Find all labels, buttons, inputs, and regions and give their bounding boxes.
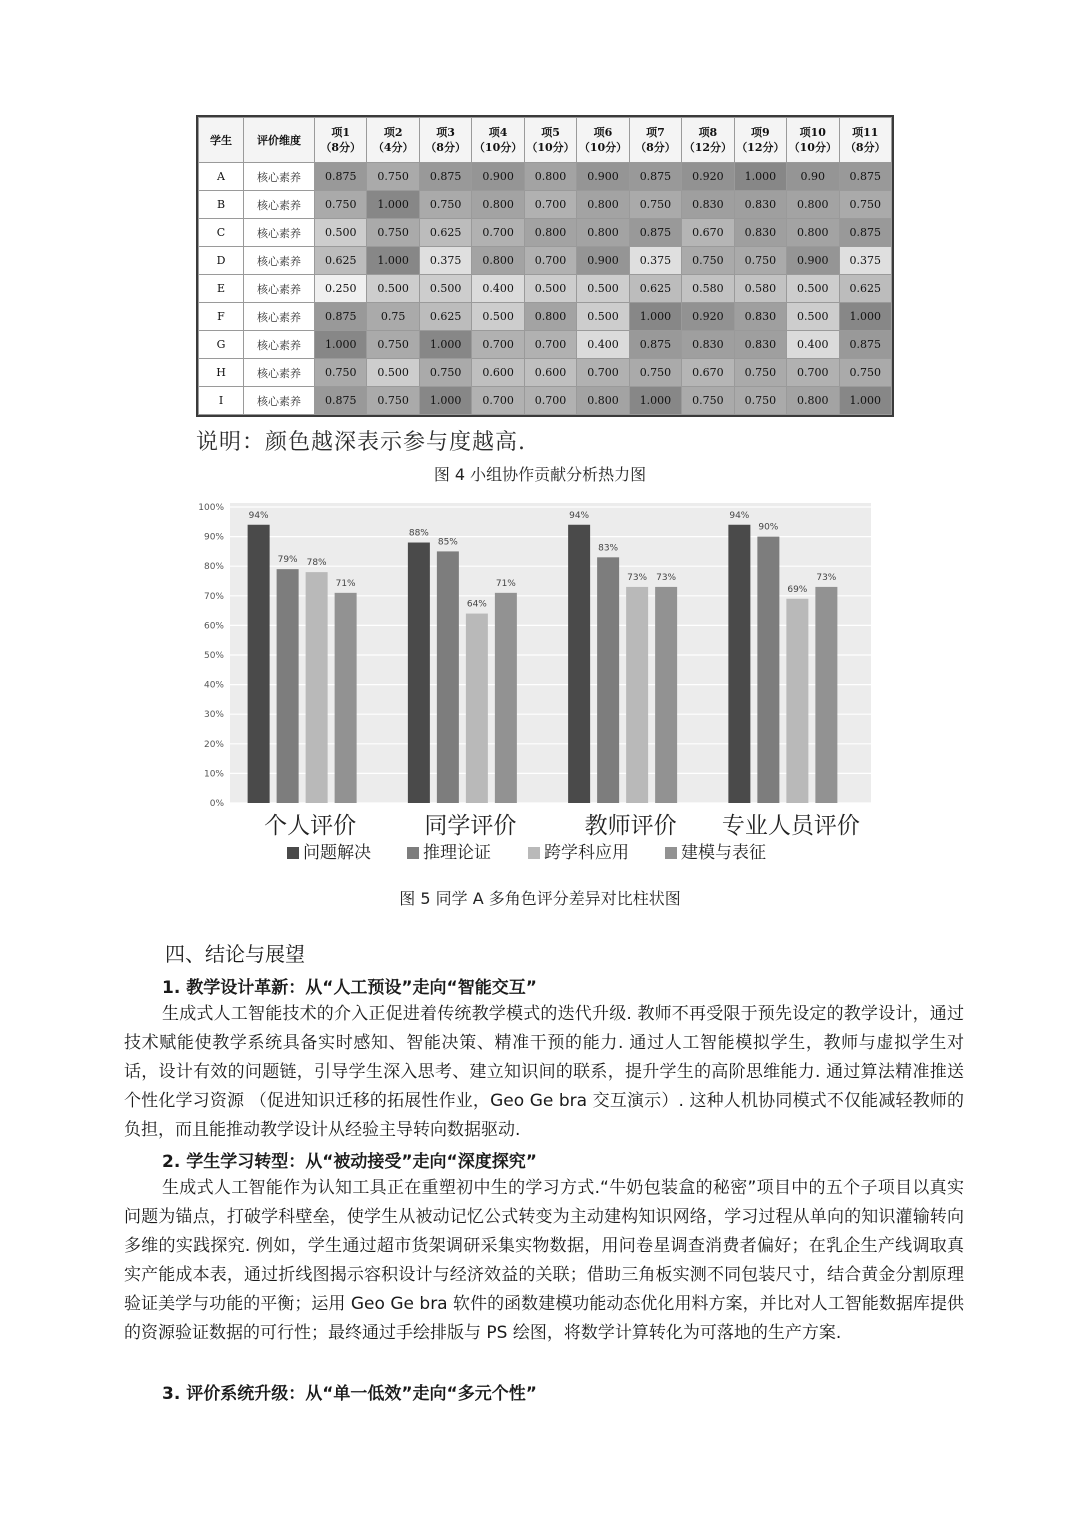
heatmap-header-cell: 项11 （8分） — [839, 118, 891, 163]
heatmap-cell: 0.875 — [419, 163, 471, 191]
bar — [757, 537, 779, 803]
heatmap-cell: 1.000 — [629, 387, 681, 415]
heatmap-cell: 0.750 — [734, 387, 786, 415]
student-label: D — [199, 247, 244, 275]
heatmap-table — [198, 117, 892, 415]
heatmap-cell: 0.500 — [315, 219, 367, 247]
data-label: 73% — [627, 572, 648, 583]
heatmap-cell: 0.800 — [577, 191, 629, 219]
paragraph-1-text: 生成式人工智能技术的介入正促进着传统教学模式的迭代升级. 教师不再受限于预先设定的教学设计，通过技术赋能使教学系统具备实时感知、智能决策、精准干预的能力. 通过人工智能模拟学生，教师与虚拟学生对话，设计有效的问题链，引导学生深入思考、建立知识间的联系，提升学生的高阶思维能力. 通过算法精准推送个性化学习资源 （促进知识迁移的拓展性作业，Geo Ge bra 交互演示）. 这种人机协同模式不仅能减轻教师的负担，而且能推动教学设计从经验主导转向数据驱动. — [124, 1004, 964, 1140]
bar — [597, 557, 619, 803]
heatmap-cell: 0.500 — [577, 303, 629, 331]
heatmap-cell: 0.700 — [787, 359, 839, 387]
heatmap-cell: 0.750 — [682, 387, 734, 415]
heatmap-cell: 0.750 — [367, 331, 419, 359]
heatmap-row — [199, 303, 892, 331]
y-tick-label: 0% — [209, 799, 224, 809]
y-tick-label: 80% — [203, 562, 224, 573]
heatmap-cell: 0.500 — [787, 275, 839, 303]
heatmap-cell: 0.580 — [734, 275, 786, 303]
heatmap-cell: 0.625 — [629, 275, 681, 303]
heatmap-cell: 0.875 — [629, 219, 681, 247]
heatmap-header-cell: 项1 （8分） — [315, 118, 367, 163]
heatmap-note: 说明：颜色越深表示参与度越高. — [196, 430, 526, 455]
data-label: 64% — [466, 599, 487, 610]
heatmap-cell: 0.875 — [315, 303, 367, 331]
heatmap-row — [199, 163, 892, 191]
heatmap-cell: 0.700 — [524, 191, 576, 219]
heatmap-cell: 0.830 — [682, 191, 734, 219]
heatmap-cell: 1.000 — [839, 303, 891, 331]
heatmap-cell: 0.625 — [419, 303, 471, 331]
heatmap-cell: 0.700 — [472, 219, 524, 247]
heatmap-cell: 0.750 — [839, 191, 891, 219]
heatmap-header-cell: 项2 （4分） — [367, 118, 419, 163]
heatmap-cell: 0.750 — [682, 247, 734, 275]
legend-label: 跨学科应用 — [544, 843, 629, 863]
heatmap-cell: 0.400 — [472, 275, 524, 303]
category-label: 个人评价 — [264, 813, 357, 839]
student-label: I — [199, 387, 244, 415]
student-label: E — [199, 275, 244, 303]
heatmap-cell: 0.75 — [367, 303, 419, 331]
data-label: 73% — [816, 572, 837, 583]
heatmap-cell: 0.600 — [524, 359, 576, 387]
figure-5-caption: 图 5 同学 A 多角色评分差异对比柱状图 — [399, 889, 681, 908]
heatmap-row — [199, 275, 892, 303]
heatmap-cell: 0.800 — [472, 247, 524, 275]
heatmap-cell: 0.875 — [839, 163, 891, 191]
legend-swatch — [287, 847, 299, 859]
heatmap-cell: 0.900 — [577, 163, 629, 191]
heatmap-cell: 0.500 — [367, 359, 419, 387]
data-label: 73% — [656, 572, 677, 583]
heatmap-cell: 1.000 — [367, 247, 419, 275]
bar — [626, 587, 648, 803]
heatmap-cell: 0.800 — [524, 219, 576, 247]
data-label: 79% — [277, 555, 298, 566]
heatmap-cell: 0.250 — [315, 275, 367, 303]
data-label: 88% — [408, 528, 429, 539]
section-title: 四、结论与展望 — [165, 942, 305, 966]
heatmap-cell: 0.800 — [787, 387, 839, 415]
student-label: C — [199, 219, 244, 247]
heatmap-cell: 0.750 — [367, 387, 419, 415]
heatmap-cell: 0.875 — [629, 163, 681, 191]
student-label: H — [199, 359, 244, 387]
heatmap-header-cell: 项8 （12分） — [682, 118, 734, 163]
heatmap-cell: 0.750 — [419, 359, 471, 387]
y-tick-label: 30% — [203, 710, 224, 721]
bar-chart — [195, 495, 885, 875]
data-label: 85% — [437, 537, 458, 548]
bar — [786, 599, 808, 803]
heatmap-cell: 0.500 — [419, 275, 471, 303]
heatmap-cell: 0.750 — [315, 191, 367, 219]
heatmap-header-cell: 项10 （10分） — [787, 118, 839, 163]
heatmap-cell: 0.900 — [472, 163, 524, 191]
data-label: 71% — [495, 578, 516, 589]
heatmap-cell: 0.875 — [315, 163, 367, 191]
bar — [437, 551, 459, 803]
legend-swatch — [407, 847, 419, 859]
heatmap-cell: 0.750 — [315, 359, 367, 387]
heatmap-header-cell: 项5 （10分） — [524, 118, 576, 163]
legend-label: 建模与表征 — [681, 843, 766, 863]
heatmap-cell: 0.750 — [367, 163, 419, 191]
bar — [655, 587, 677, 803]
figure-4-caption: 图 4 小组协作贡献分析热力图 — [433, 465, 647, 484]
heatmap-cell: 0.750 — [734, 359, 786, 387]
y-tick-label: 10% — [203, 769, 224, 780]
student-label: B — [199, 191, 244, 219]
dimension-label: 核心素养 — [244, 359, 315, 387]
heatmap-cell: 0.400 — [787, 331, 839, 359]
y-tick-label: 20% — [203, 739, 224, 750]
y-tick-label: 60% — [203, 621, 224, 632]
data-label: 83% — [598, 543, 619, 554]
heatmap-cell: 0.600 — [472, 359, 524, 387]
heatmap-header-cell: 项4 （10分） — [472, 118, 524, 163]
subheading-1: 1. 教学设计革新：从“人工预设”走向“智能交互” — [162, 978, 537, 998]
heatmap-row — [199, 387, 892, 415]
bar — [248, 525, 270, 803]
heatmap-cell: 1.000 — [419, 387, 471, 415]
heatmap-cell: 1.000 — [419, 331, 471, 359]
heatmap-cell: 0.500 — [577, 275, 629, 303]
student-label: G — [199, 331, 244, 359]
heatmap-cell: 0.830 — [734, 331, 786, 359]
heatmap-cell: 0.800 — [577, 387, 629, 415]
heatmap-cell: 0.400 — [577, 331, 629, 359]
dimension-label: 核心素养 — [244, 163, 315, 191]
heatmap-cell: 0.500 — [524, 275, 576, 303]
legend-label: 问题解决 — [303, 843, 371, 863]
heatmap-cell: 0.500 — [787, 303, 839, 331]
paragraph-2 — [124, 1174, 964, 1348]
heatmap-cell: 0.830 — [734, 191, 786, 219]
heatmap-cell: 0.700 — [472, 331, 524, 359]
heatmap-cell: 0.750 — [839, 359, 891, 387]
heatmap-cell: 0.625 — [419, 219, 471, 247]
category-label: 专业人员评价 — [721, 813, 860, 839]
heatmap-cell: 0.750 — [734, 247, 786, 275]
y-tick-label: 100% — [198, 503, 224, 513]
heatmap-cell: 0.920 — [682, 303, 734, 331]
data-label: 69% — [787, 584, 808, 595]
heatmap-cell: 0.700 — [524, 331, 576, 359]
heatmap-cell: 0.580 — [682, 275, 734, 303]
heatmap-cell: 0.875 — [839, 331, 891, 359]
heatmap-cell: 0.750 — [419, 191, 471, 219]
heatmap-cell: 0.800 — [787, 219, 839, 247]
data-label: 90% — [758, 522, 779, 533]
heatmap-cell: 0.830 — [682, 331, 734, 359]
heatmap-header-cell: 评价维度 — [244, 118, 315, 163]
bar — [306, 572, 328, 803]
heatmap-row — [199, 247, 892, 275]
dimension-label: 核心素养 — [244, 303, 315, 331]
heatmap-cell: 0.500 — [472, 303, 524, 331]
heatmap-cell: 0.625 — [839, 275, 891, 303]
heatmap-header-cell: 学生 — [199, 118, 244, 163]
y-tick-label: 90% — [203, 532, 224, 543]
bar — [568, 525, 590, 803]
dimension-label: 核心素养 — [244, 387, 315, 415]
heatmap-row — [199, 219, 892, 247]
heatmap-cell: 1.000 — [734, 163, 786, 191]
heatmap-cell: 0.625 — [315, 247, 367, 275]
heatmap-cell: 0.700 — [524, 387, 576, 415]
heatmap-row — [199, 191, 892, 219]
heatmap-cell: 0.375 — [629, 247, 681, 275]
y-tick-label: 70% — [203, 591, 224, 602]
dimension-label: 核心素养 — [244, 331, 315, 359]
heatmap-cell: 0.750 — [367, 219, 419, 247]
heatmap-cell: 1.000 — [629, 303, 681, 331]
paragraph-2-text: 生成式人工智能作为认知工具正在重塑初中生的学习方式.“牛奶包装盒的秘密”项目中的五个子项目以真实问题为锚点，打破学科壁垒，使学生从被动记忆公式转变为主动建构知识网络，学习过程从单向的知识灌输转向多维的实践探究. 例如，学生通过超市货架调研采集实物数据，用问卷星调查消费者偏好；在乳企生产线调取真实产能成本表，通过折线图揭示容积设计与经济效益的关联；借助三角板实测不同包装尺寸，结合黄金分割原理验证美学与功能的平衡；运用 Geo Ge bra 软件的函数建模功能动态优化用料方案，并比对人工智能数据库提供的资源验证数据的可行性；最终通过手绘排版与 PS 绘图，将数学计算转化为可落地的生产方案. — [124, 1178, 964, 1343]
heatmap-cell: 0.800 — [472, 191, 524, 219]
legend-swatch — [665, 847, 677, 859]
y-tick-label: 40% — [203, 680, 224, 691]
heatmap-row — [199, 359, 892, 387]
subheading-3: 3. 评价系统升级：从“单一低效”走向“多元个性” — [162, 1384, 537, 1404]
heatmap-cell: 0.800 — [577, 219, 629, 247]
heatmap-cell: 0.670 — [682, 219, 734, 247]
heatmap-body — [199, 163, 892, 415]
heatmap-cell: 0.750 — [629, 359, 681, 387]
data-label: 71% — [335, 578, 356, 589]
heatmap-cell: 1.000 — [315, 331, 367, 359]
heatmap-cell: 1.000 — [367, 191, 419, 219]
heatmap-cell: 0.875 — [315, 387, 367, 415]
data-label: 94% — [729, 510, 750, 521]
heatmap-cell: 0.900 — [787, 247, 839, 275]
paragraph-1 — [124, 1000, 964, 1145]
heatmap-cell: 0.800 — [524, 163, 576, 191]
bar — [408, 543, 430, 803]
data-label: 78% — [306, 558, 327, 569]
heatmap-cell: 0.830 — [734, 219, 786, 247]
dimension-label: 核心素养 — [244, 275, 315, 303]
heatmap-header-cell: 项6 （10分） — [577, 118, 629, 163]
heatmap-cell: 0.375 — [419, 247, 471, 275]
heatmap-cell: 0.750 — [629, 191, 681, 219]
bar — [335, 593, 357, 803]
legend-label: 推理论证 — [423, 843, 491, 863]
heatmap-header-cell: 项9 （12分） — [734, 118, 786, 163]
heatmap-cell: 0.90 — [787, 163, 839, 191]
heatmap-cell: 0.700 — [577, 359, 629, 387]
bar — [815, 587, 837, 803]
heatmap-cell: 0.800 — [787, 191, 839, 219]
heatmap-header-row — [199, 118, 892, 163]
category-label: 教师评价 — [584, 813, 677, 839]
student-label: F — [199, 303, 244, 331]
heatmap-header-cell: 项7 （8分） — [629, 118, 681, 163]
heatmap-row — [199, 331, 892, 359]
data-label: 94% — [569, 510, 590, 521]
heatmap-cell: 0.900 — [577, 247, 629, 275]
subheading-2: 2. 学生学习转型：从“被动接受”走向“深度探究” — [162, 1152, 537, 1172]
bar — [495, 593, 517, 803]
heatmap-cell: 0.800 — [524, 303, 576, 331]
heatmap-cell: 0.670 — [682, 359, 734, 387]
dimension-label: 核心素养 — [244, 247, 315, 275]
heatmap-cell: 1.000 — [839, 387, 891, 415]
heatmap-cell: 0.700 — [472, 387, 524, 415]
legend-swatch — [528, 847, 540, 859]
heatmap-cell: 0.875 — [629, 331, 681, 359]
heatmap-figure — [196, 115, 894, 417]
bar — [728, 525, 750, 803]
heatmap-cell: 0.830 — [734, 303, 786, 331]
dimension-label: 核心素养 — [244, 191, 315, 219]
dimension-label: 核心素养 — [244, 219, 315, 247]
student-label: A — [199, 163, 244, 191]
heatmap-cell: 0.875 — [839, 219, 891, 247]
heatmap-cell: 0.920 — [682, 163, 734, 191]
bar — [277, 569, 299, 803]
heatmap-cell: 0.700 — [524, 247, 576, 275]
y-tick-label: 50% — [203, 651, 224, 661]
heatmap-cell: 0.375 — [839, 247, 891, 275]
heatmap-header-cell: 项3 （8分） — [419, 118, 471, 163]
bar — [466, 614, 488, 803]
data-label: 94% — [248, 510, 269, 521]
heatmap-cell: 0.500 — [367, 275, 419, 303]
category-label: 同学评价 — [424, 813, 517, 839]
